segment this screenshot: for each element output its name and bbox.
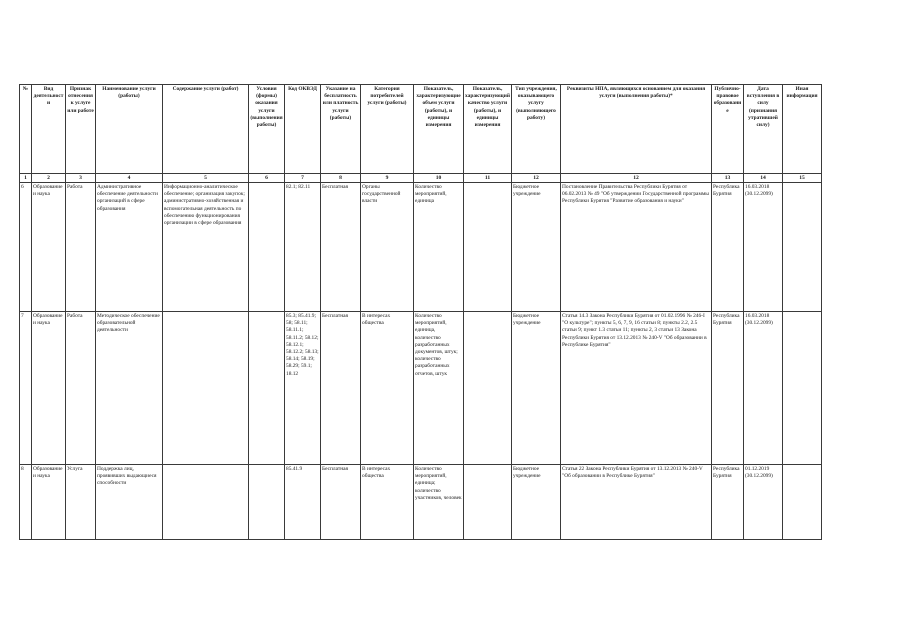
cell-okved: 85.3; 85.41.9; 58; 58.11; 58.11.1; 58.11.2; 58.12; 58.12.1; 58.12.2; 58.13; 58.14; 58.19; 58.29; 59.1; 18.12	[285, 312, 321, 465]
column-number: 1	[20, 174, 32, 183]
header-conditions: Условия (формы) оказания услуги (выполнения работы)	[249, 85, 285, 174]
cell-other-info	[783, 465, 822, 540]
cell-sign: Работа	[66, 183, 96, 312]
header-effective-date: Дата вступления в силу (признания утратившей силу)	[744, 85, 783, 174]
cell-conditions	[249, 465, 285, 540]
cell-paid: Бесплатная	[321, 312, 361, 465]
column-number: 12	[561, 174, 712, 183]
header-quality: Показатель, характеризующий качество услуги (работы), и единицы измерения	[464, 85, 512, 174]
header-row	[20, 85, 822, 174]
cell-service-name: Методическое обеспечение образовательной деятельности	[96, 312, 163, 465]
column-number: 7	[285, 174, 321, 183]
header-consumers: Категория потребителей услуги (работы)	[361, 85, 414, 174]
cell-institution-type: Бюджетное учреждение	[512, 465, 561, 540]
cell-consumers: В интересах общества	[361, 465, 414, 540]
row-number: 7	[20, 312, 32, 465]
header-public-entity: Публично-правовое образование	[712, 85, 744, 174]
cell-okved: 82.1; 82.11	[285, 183, 321, 312]
table-row	[20, 312, 822, 465]
cell-other-info	[783, 183, 822, 312]
column-number: 14	[744, 174, 783, 183]
cell-quality	[464, 183, 512, 312]
column-number: 11	[464, 174, 512, 183]
header-volume: Показатель, характеризующие объем услуги (работы), и единицы измерения	[414, 85, 464, 174]
cell-public-entity: Республика Бурятия	[712, 183, 744, 312]
header-activity: Вид деятельности	[32, 85, 66, 174]
cell-content	[163, 465, 249, 540]
table-row	[20, 465, 822, 540]
cell-volume: Количество мероприятий, единица	[414, 183, 464, 312]
cell-activity: Образование и наука	[32, 312, 66, 465]
header-npa: Реквизиты НПА, являющихся основанием для оказания услуги (выполнения работы)*	[561, 85, 712, 174]
header-institution-type: Тип учреждения, оказывающего услугу (выполняющего работу)	[512, 85, 561, 174]
cell-institution-type: Бюджетное учреждение	[512, 312, 561, 465]
column-number: 5	[163, 174, 249, 183]
cell-conditions	[249, 183, 285, 312]
header-number: №	[20, 85, 32, 174]
column-number: 13	[712, 174, 744, 183]
cell-effective-date: 01.12.2019 (30.12.2099)	[744, 465, 783, 540]
cell-consumers: Органы государственной власти	[361, 183, 414, 312]
cell-paid: Бесплатная	[321, 465, 361, 540]
cell-volume: Количество мероприятий, единица; количество участников, человек	[414, 465, 464, 540]
cell-institution-type: Бюджетное учреждение	[512, 183, 561, 312]
table-row	[20, 183, 822, 312]
cell-activity: Образование и наука	[32, 183, 66, 312]
cell-effective-date: 16.03.2018 (30.12.2099)	[744, 312, 783, 465]
column-number: 10	[414, 174, 464, 183]
services-registry-table	[19, 84, 822, 540]
header-paid: Указание на бесплатность или платность услуги (работы)	[321, 85, 361, 174]
cell-public-entity: Республика Бурятия	[712, 465, 744, 540]
cell-activity: Образование и наука	[32, 465, 66, 540]
cell-effective-date: 16.03.2018 (30.12.2099)	[744, 183, 783, 312]
column-number: 15	[783, 174, 822, 183]
header-service-name: Наименование услуги (работы)	[96, 85, 163, 174]
cell-volume: Количество мероприятий, единица, количество разработанных документов, штук; количество разработанных отчетов, штук	[414, 312, 464, 465]
column-number: 9	[361, 174, 414, 183]
cell-paid: Бесплатная	[321, 183, 361, 312]
header-sign: Признак отнесения к услуге или работе	[66, 85, 96, 174]
cell-quality	[464, 465, 512, 540]
cell-quality	[464, 312, 512, 465]
column-number: 6	[249, 174, 285, 183]
column-number: 2	[32, 174, 66, 183]
cell-service-name: Административное обеспечение деятельности организаций в сфере образования	[96, 183, 163, 312]
column-number: 4	[96, 174, 163, 183]
cell-sign: Работа	[66, 312, 96, 465]
cell-service-name: Поддержка лиц, проявивших выдающиеся способности	[96, 465, 163, 540]
column-number: 8	[321, 174, 361, 183]
header-content: Содержание услуги (работ)	[163, 85, 249, 174]
cell-npa: Статья 14.3 Закона Республики Бурятия от 01.02.1996 № 246-I "О культуре"; пункты 5, 6, 7, 9, 16 статьи 8; пункты 2.2, 2.5 статьи 9; пункт 1.3 статьи 11; пункты 2, 3 статьи 13 Закона Республики Бурятия от 13.12.2013 № 240-V "Об образовании в Республике Бурятия"	[561, 312, 712, 465]
cell-content: Информационно-аналитическое обеспечение; организация закупок; административно-хозяйственная и вспомогательная деятельность по обеспечению функционирования организации в сфере образования	[163, 183, 249, 312]
cell-npa: Постановление Правительства Республики Бурятия от 06.02.2013 № 49 "Об утверждении Государственной программы Республики Бурятия "Развитие образования и науки"	[561, 183, 712, 312]
column-numbers-row	[20, 174, 822, 183]
cell-other-info	[783, 312, 822, 465]
cell-sign: Услуга	[66, 465, 96, 540]
row-number: 8	[20, 465, 32, 540]
header-other-info: Иная информация	[783, 85, 822, 174]
cell-consumers: В интересах общества	[361, 312, 414, 465]
cell-okved: 85.41.9	[285, 465, 321, 540]
cell-conditions	[249, 312, 285, 465]
column-number: 12	[512, 174, 561, 183]
row-number: 6	[20, 183, 32, 312]
header-okved: Код ОКВЭД	[285, 85, 321, 174]
cell-content	[163, 312, 249, 465]
cell-npa: Статья 22 Закона Республики Бурятия от 13.12.2013 № 240-V "Об образовании в Республике Бурятия"	[561, 465, 712, 540]
column-number: 3	[66, 174, 96, 183]
cell-public-entity: Республика Бурятия	[712, 312, 744, 465]
